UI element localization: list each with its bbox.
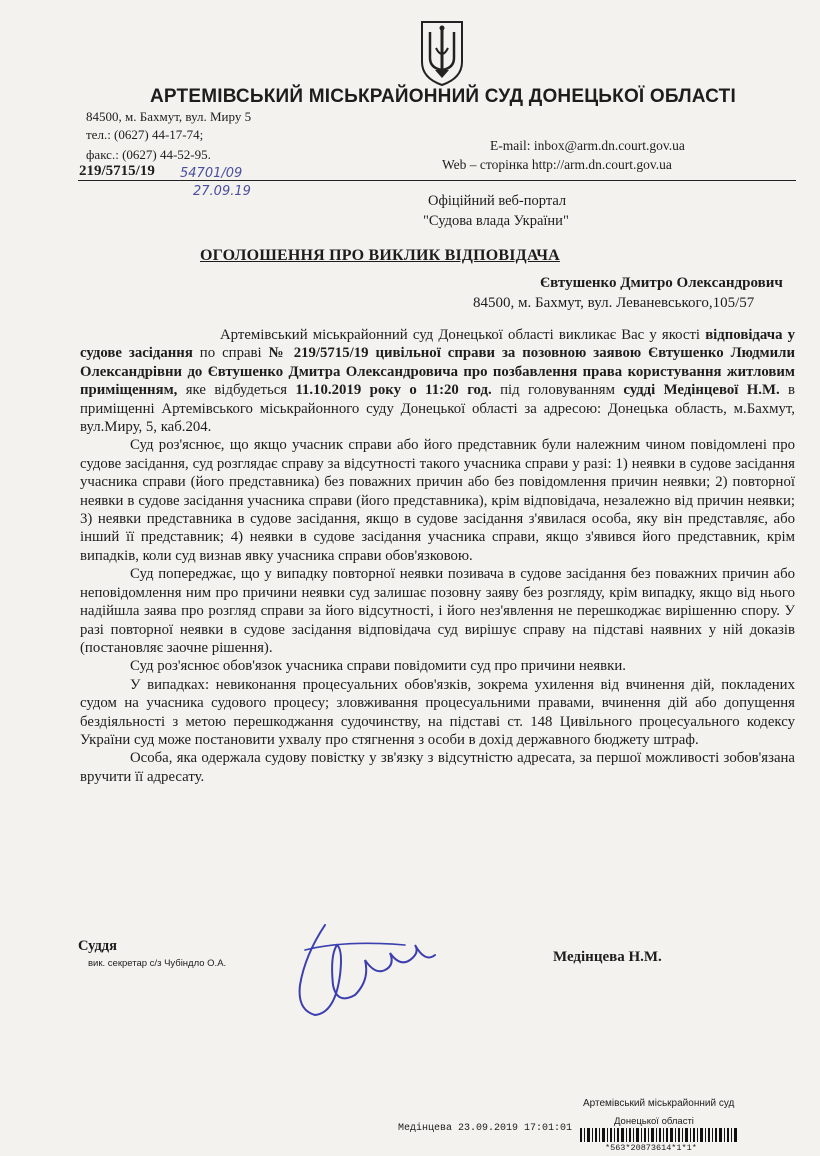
paragraph-fine: У випадках: невиконання процесуальних обов'язків, зокрема ухилення від вчинення дій, покладених судом на учасника судового процесу; зловживання процесуальними правами, вчинення дій або допущення бездіяльності з метою перешкоджання судочинству, на підставі ст. 148 Цивільного процесуального кодексу України суд може постановити ухвалу про стягнення з особи в дохід державного бюджету штраф. [80,676,795,748]
court-website: Web – сторінка http://arm.dn.court.gov.ua [442,157,672,172]
court-fax: факс.: (0627) 44-52-95. [86,147,211,162]
court-address: 84500, м. Бахмут, вул. Миру 5 [86,109,252,124]
paragraph-explanation: Суд роз'яснює, що якщо учасник справи або його представник були належним чином повідомлені про судове засідання, суд розглядає справу за відсутності такого учасника справи у разі: 1) неявки в судове засідання учасника справи (його представника) без поважних причин або без повідомлення причин неявки; 2) повторної неявки в судове засідання учасника справи (його представника), крім відповідача, незалежно від причин неявки; 3) неявки представника в судове засідання, якщо в судове засідання з'явилася особа, яку він представляє, або інший її представник; 4) неявки в судове засідання учасника справи, якщо з'явився його представник, крім випадків, коли суд визнав явку учасника справи обов'язковою. [80,437,795,564]
stamp-user-timestamp: Медінцева 23.09.2019 17:01:01 [398,1123,573,1134]
paragraph-warning: Суд попереджає, що у випадку повторної неявки позивача в судове засідання без поважних причин або неповідомлення ним про причини неявки суд залишає позовну заяву без розгляду, крім випадку, якщо від нього надійшла заява про розгляд справи за його відсутності, і його нез'явлення не перешкоджає вирішенню спору. У разі повторної неявки в судове засідання відповідача суд вирішує справу на підставі наявних у ній доказів (постановляє заочне рішення). [80,566,795,656]
handwritten-signature [285,915,445,1025]
announcement-title: ОГОЛОШЕННЯ ПРО ВИКЛИК ВІДПОВІДАЧА [200,247,560,264]
recipient-line-2: "Судова влада України" [423,213,569,229]
paragraph-summons: Артемівський міськрайонний суд Донецької області викликає Вас у якості відповідача у судове засідання по справі № 219/5715/19 цивільної справи за позовною заявою Євтушенко Людмили Олександрівни до Євтушенко Дмитра Олександровича про позбавлення права користування житловим приміщенням, яке відбудеться 11.10.2019 року о 11:20 год. під головуванням судді Медінцевої Н.М. в приміщенні Артемівського міськрайонного суду Донецької області за адресою: Донецька область, м.Бахмут, вул.Миру, 5, каб.204. [80,327,796,436]
court-title: АРТЕМІВСЬКИЙ МІСЬКРАЙОННИЙ СУД ДОНЕЦЬКОЇ ОБЛАСТІ [150,86,736,107]
stamp-court-name: Артемівський міськрайонний суд [583,1098,735,1109]
defendant-name: Євтушенко Дмитро Олександрович [540,275,783,291]
judge-label: Суддя [78,938,117,954]
judge-name: Медінцева Н.М. [553,949,662,965]
paragraph-delivery: Особа, яка одержала судову повістку у зв'язку з відсутністю адресата, за першої можливості зобов'язана вручити її адресату. [80,750,795,785]
trident-coat-of-arms-icon [417,18,467,88]
announcement-body [80,326,795,786]
defendant-address: 84500, м. Бахмут, вул. Леваневського,105/57 [473,295,755,311]
handwritten-date: 27.09.19 [193,184,251,199]
recipient-line-1: Офіційний веб-портал [428,193,567,209]
secretary-note: вик. секретар с/з Чубіндло О.А. [88,958,227,969]
case-number: 219/5715/19 [79,163,155,179]
court-phone: тел.: (0627) 44-17-74; [86,127,204,142]
barcode-icon [580,1128,740,1142]
paragraph-duty: Суд роз'яснює обов'язок учасника справи повідомити суд про причини неявки. [130,658,626,675]
court-email: E-mail: inbox@arm.dn.court.gov.ua [490,138,685,153]
header-divider [78,180,796,181]
handwritten-reference: 54701/09 [180,166,243,181]
stamp-department: Донецької області [614,1116,694,1127]
barcode-number: *563*20873614*1*1* [605,1143,697,1153]
